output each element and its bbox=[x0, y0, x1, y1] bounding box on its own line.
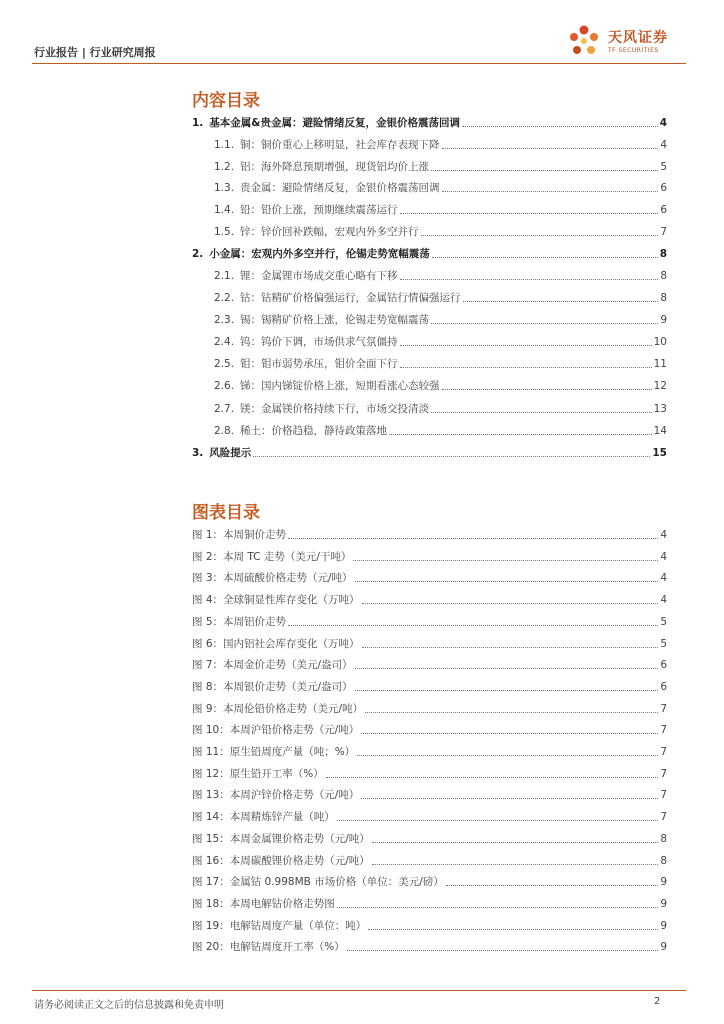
figure-entry-title: 图 11：原生铅周度产量（吨；%） bbox=[192, 746, 356, 758]
figure-entry-title: 图 16：本周碳酸锂价格走势（元/吨） bbox=[192, 854, 370, 867]
toc-entry[interactable] bbox=[192, 248, 667, 261]
figure-entry-title: 图 17：金属钴 0.998MB 市场价格（单位：美元/磅） bbox=[192, 876, 444, 889]
toc-entry-page: 12 bbox=[653, 380, 667, 392]
dot-leader bbox=[355, 668, 659, 669]
figure-entry-title: 图 10：本周沪铅价格走势（元/吨） bbox=[192, 724, 360, 737]
figure-entry[interactable] bbox=[192, 898, 667, 911]
figure-entry[interactable] bbox=[192, 681, 667, 694]
dot-leader bbox=[463, 301, 659, 302]
figure-entry-page: 9 bbox=[660, 919, 667, 932]
dot-leader bbox=[432, 257, 658, 258]
toc-entry[interactable] bbox=[192, 425, 667, 438]
dot-leader bbox=[253, 456, 650, 457]
toc-entry-title: 稀土：价格趋稳，静待政策落地 bbox=[240, 425, 388, 437]
toc-entry-page: 4 bbox=[660, 139, 667, 151]
toc-entry-number: 2.4. bbox=[214, 336, 235, 348]
dot-leader bbox=[431, 323, 658, 324]
toc-entry-number: 1.4. bbox=[214, 204, 235, 216]
dot-leader bbox=[347, 950, 659, 951]
footer-disclaimer: 请务必阅读正文之后的信息披露和免责申明 bbox=[34, 1000, 224, 1011]
toc-entry[interactable] bbox=[192, 447, 667, 460]
toc-entry-page: 4 bbox=[659, 117, 667, 129]
figure-entry-title: 图 20：电解钴周度开工率（%） bbox=[192, 941, 345, 954]
toc-entry[interactable] bbox=[192, 204, 667, 217]
dot-leader bbox=[421, 235, 659, 236]
toc-entry-number: 3. bbox=[192, 447, 204, 459]
dot-leader bbox=[362, 647, 659, 648]
dot-leader bbox=[288, 625, 658, 626]
toc-entry-title: 锂：金属锂市场成交重心略有下移 bbox=[240, 270, 398, 282]
dot-leader bbox=[389, 434, 652, 435]
dot-leader bbox=[357, 755, 658, 756]
toc-entry[interactable] bbox=[192, 292, 667, 305]
figures-heading: 图表目录 bbox=[192, 503, 260, 523]
toc-entry-page: 14 bbox=[653, 425, 667, 437]
dot-leader bbox=[462, 126, 658, 127]
figure-entry[interactable] bbox=[192, 768, 667, 781]
toc-entry-page: 13 bbox=[653, 403, 667, 415]
toc-entry-title: 锌：锌价回补跌幅，宏观内外多空并行 bbox=[240, 226, 419, 238]
figure-entry-title: 图 15：本周金属锂价格走势（元/吨） bbox=[192, 832, 370, 845]
toc-entry-page: 8 bbox=[660, 270, 667, 282]
dot-leader bbox=[431, 170, 658, 171]
toc-entry-title: 钴：钴精矿价格偏强运行，金属钴行情偏强运行 bbox=[240, 292, 461, 304]
figure-entry[interactable] bbox=[192, 703, 667, 716]
figure-entry-title: 图 19：电解钴周度产量（单位：吨） bbox=[192, 919, 367, 932]
figure-entry-page: 4 bbox=[660, 550, 667, 563]
toc-entry-page: 5 bbox=[660, 161, 667, 173]
toc-entry-title: 铝：海外降息预期增强，现货铝均价上涨 bbox=[240, 161, 430, 173]
figure-entry-title: 图 6：国内铝社会库存变化（万吨） bbox=[192, 637, 360, 650]
header-divider bbox=[32, 63, 686, 64]
figure-entry[interactable] bbox=[192, 833, 667, 846]
figure-entry-title: 图 5：本周铝价走势 bbox=[192, 615, 287, 628]
figure-entry[interactable] bbox=[192, 529, 667, 542]
toc-entry-number: 1.2. bbox=[214, 161, 235, 173]
figure-entry[interactable] bbox=[192, 811, 667, 824]
toc-entry-page: 6 bbox=[660, 182, 667, 194]
figure-entry[interactable] bbox=[192, 789, 667, 802]
figure-entry[interactable] bbox=[192, 638, 667, 651]
toc-entry[interactable] bbox=[192, 226, 667, 239]
brand-subtitle: TF SECURITIES bbox=[608, 47, 659, 54]
dot-leader bbox=[337, 820, 659, 821]
figure-entry-page: 4 bbox=[660, 594, 667, 607]
dot-leader bbox=[288, 538, 658, 539]
toc-entry[interactable] bbox=[192, 182, 667, 195]
toc-entry-page: 9 bbox=[660, 314, 667, 326]
figure-entry-page: 4 bbox=[660, 572, 667, 585]
toc-entry[interactable] bbox=[192, 403, 667, 416]
toc-entry-title: 风险提示 bbox=[209, 447, 252, 459]
toc-entry-number: 1.5. bbox=[214, 226, 235, 238]
dot-leader bbox=[400, 345, 652, 346]
toc-heading: 内容目录 bbox=[192, 91, 260, 111]
figure-entry-title: 图 3：本周硫酸价格走势（元/吨） bbox=[192, 572, 353, 585]
figure-entry-title: 图 18：本周电解钴价格走势图 bbox=[192, 897, 335, 910]
figure-entry-page: 7 bbox=[660, 811, 667, 824]
footer-divider bbox=[32, 990, 686, 991]
toc-entry-title: 钨：钨价下调，市场供求气氛僵持 bbox=[240, 336, 398, 348]
figure-entry-page: 4 bbox=[660, 529, 667, 541]
figure-entry-page: 9 bbox=[660, 941, 667, 954]
page-number: 2 bbox=[654, 996, 661, 1007]
toc-entry-title: 贵金属：避险情绪反复，金银价格震荡回调 bbox=[240, 182, 440, 194]
toc-entry-title: 铅：铅价上涨，预期继续震荡运行 bbox=[240, 204, 398, 216]
toc-entry[interactable] bbox=[192, 358, 667, 371]
toc-entry-title: 锡：锡精矿价格上涨，伦锡走势宽幅震荡 bbox=[240, 314, 430, 326]
toc-entry-number: 1.3. bbox=[214, 182, 235, 194]
figure-entry-title: 图 9：本周伦铅价格走势（美元/吨） bbox=[192, 702, 364, 715]
dot-leader bbox=[442, 389, 652, 390]
figure-entry-title: 图 7：本周金价走势（美元/盎司） bbox=[192, 659, 353, 672]
figure-entry-title: 图 2：本周 TC 走势（美元/干吨） bbox=[192, 550, 352, 563]
toc-entry[interactable] bbox=[192, 336, 667, 349]
dot-leader bbox=[365, 712, 658, 713]
figure-entry-page: 7 bbox=[660, 767, 667, 780]
toc-entry-number: 2.2. bbox=[214, 292, 235, 304]
toc-entry-page: 7 bbox=[660, 226, 667, 238]
figure-entry-page: 8 bbox=[660, 854, 667, 867]
toc-entry-number: 1. bbox=[192, 117, 204, 129]
dot-leader bbox=[361, 733, 658, 734]
toc-entry-page: 15 bbox=[652, 447, 667, 459]
figure-entry[interactable] bbox=[192, 855, 667, 868]
dot-leader bbox=[446, 885, 659, 886]
figure-entry-page: 9 bbox=[660, 876, 667, 889]
figure-entry[interactable] bbox=[192, 659, 667, 672]
figure-entry-title: 图 14：本周精炼锌产量（吨） bbox=[192, 811, 335, 824]
dot-leader bbox=[337, 907, 659, 908]
toc-entry-number: 2. bbox=[192, 248, 204, 260]
dot-leader bbox=[372, 864, 659, 865]
figure-entry[interactable] bbox=[192, 920, 667, 933]
dot-leader bbox=[400, 279, 659, 280]
toc-entry-title: 镁：金属镁价格持续下行，市场交投清淡 bbox=[240, 403, 430, 415]
dot-leader bbox=[355, 690, 659, 691]
figure-entry-page: 5 bbox=[660, 615, 667, 628]
figure-entry[interactable] bbox=[192, 616, 667, 629]
figure-entry-page: 6 bbox=[660, 680, 667, 693]
figure-entry[interactable] bbox=[192, 941, 667, 954]
figure-entry-page: 8 bbox=[660, 832, 667, 845]
toc-entry[interactable] bbox=[192, 139, 667, 152]
toc-entry-number: 1.1. bbox=[214, 139, 235, 151]
dot-leader bbox=[361, 798, 658, 799]
toc-entry-number: 2.3. bbox=[214, 314, 235, 326]
figure-entry[interactable] bbox=[192, 724, 667, 737]
toc-entry-page: 8 bbox=[660, 292, 667, 304]
toc-entry-number: 2.8. bbox=[214, 425, 235, 437]
dot-leader bbox=[400, 213, 659, 214]
figure-entry-title: 图 1：本周铜价走势 bbox=[192, 529, 287, 541]
toc-entry[interactable] bbox=[192, 270, 667, 283]
figure-entry-title: 图 12：原生铅开工率（%） bbox=[192, 767, 324, 780]
toc-entry-title: 钼：钼市弱势承压，钼价全面下行 bbox=[240, 358, 398, 370]
figure-entry[interactable] bbox=[192, 551, 667, 564]
figure-entry-title: 图 4：全球铜显性库存变化（万吨） bbox=[192, 594, 360, 607]
dot-leader bbox=[372, 842, 659, 843]
figure-entry-title: 图 13：本周沪锌价格走势（元/吨） bbox=[192, 789, 360, 802]
figure-entry-page: 7 bbox=[660, 789, 667, 802]
dot-leader bbox=[362, 603, 659, 604]
brand-name: 天风证券 bbox=[608, 30, 668, 46]
figure-entry-page: 7 bbox=[660, 746, 667, 758]
toc-entry-number: 2.1. bbox=[214, 270, 235, 282]
figure-entry[interactable] bbox=[192, 876, 667, 889]
toc-entry[interactable] bbox=[192, 117, 667, 130]
toc-entry[interactable] bbox=[192, 380, 667, 393]
toc-entry-number: 2.7. bbox=[214, 403, 235, 415]
toc-entry-number: 2.6. bbox=[214, 380, 235, 392]
figure-entry-title: 图 8：本周银价走势（美元/盎司） bbox=[192, 680, 353, 693]
figure-entry[interactable] bbox=[192, 746, 667, 759]
toc-entry[interactable] bbox=[192, 314, 667, 327]
toc-entry-page: 8 bbox=[659, 248, 667, 260]
toc-entry[interactable] bbox=[192, 161, 667, 174]
dot-leader bbox=[368, 929, 658, 930]
figure-entry[interactable] bbox=[192, 594, 667, 607]
figure-entry-page: 6 bbox=[660, 659, 667, 672]
toc-entry-page: 10 bbox=[653, 336, 667, 348]
report-type-label: 行业报告 | 行业研究周报 bbox=[34, 46, 156, 59]
toc-entry-number: 2.5. bbox=[214, 358, 235, 370]
dot-leader bbox=[355, 581, 659, 582]
toc-entry-title: 基本金属&贵金属：避险情绪反复，金银价格震荡回调 bbox=[209, 117, 460, 129]
toc-entry-title: 锑：国内锑锭价格上涨，短期看涨心态较强 bbox=[240, 380, 440, 392]
figure-entry[interactable] bbox=[192, 572, 667, 585]
toc-entry-page: 11 bbox=[653, 358, 667, 370]
dot-leader bbox=[442, 148, 659, 149]
toc-entry-title: 小金属：宏观内外多空并行，伦锡走势宽幅震荡 bbox=[209, 248, 430, 260]
dot-leader bbox=[431, 412, 652, 413]
dot-leader bbox=[442, 191, 659, 192]
figure-entry-page: 9 bbox=[660, 897, 667, 910]
figure-entry-page: 7 bbox=[660, 702, 667, 715]
toc-entry-page: 6 bbox=[660, 204, 667, 216]
figure-entry-page: 5 bbox=[660, 637, 667, 650]
dot-leader bbox=[353, 560, 658, 561]
dot-leader bbox=[326, 777, 659, 778]
dot-leader bbox=[400, 367, 652, 368]
toc-entry-title: 铜：铜价重心上移明显，社会库存表现下降 bbox=[240, 139, 440, 151]
figure-entry-page: 7 bbox=[660, 724, 667, 737]
